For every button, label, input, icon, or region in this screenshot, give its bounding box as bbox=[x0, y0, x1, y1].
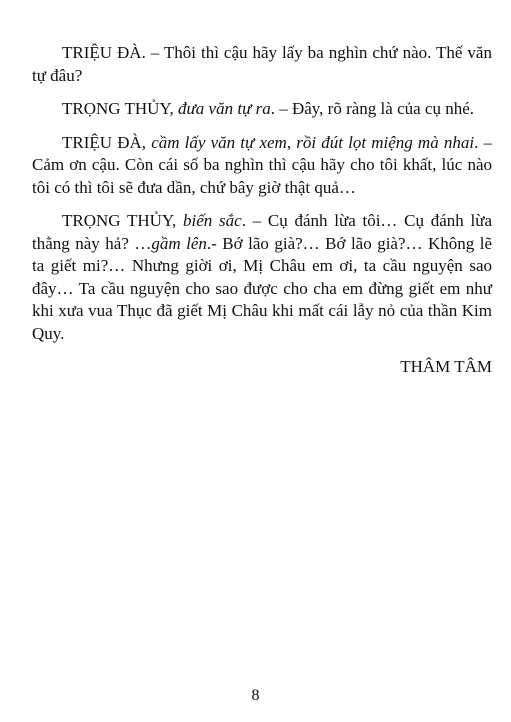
dialogue-text: . – Thôi thì cậu hãy lấy ba nghìn chứ nào. Thế văn tự đâu? bbox=[32, 43, 492, 85]
dialogue-paragraph-3: TRIỆU ĐÀ, cầm lấy văn tự xem, rồi đút lọt miệng mà nhai. – Cảm ơn cậu. Còn cái số ba nghìn thì cậu hãy cho tôi khất, lúc nào tôi có thì tôi sẽ đưa dần, chứ bây giờ thật quả… bbox=[32, 132, 493, 197]
speaker-name: TRỌNG THỦY bbox=[62, 99, 170, 118]
speaker-name: TRIỆU ĐÀ bbox=[62, 43, 142, 62]
speaker-name: TRIỆU ĐÀ bbox=[62, 132, 142, 152]
stage-direction: đưa văn tự ra bbox=[178, 99, 271, 118]
author-signature: THÂM TÂM bbox=[400, 357, 492, 376]
document-page bbox=[32, 42, 492, 379]
dialogue-text: .- Bớ lão già?… Bớ lão già?… Không lẽ ta giết mi?… Nhưng giời ơi, Mị Châu em ơi, ta cầu nguyện sao đây… Ta cầu nguyện cho sao được cho cha em đừng giết em như khi xưa vua Thục đã giết Mị Châu khi mất cái lẫy nỏ của thần Kim Quy. bbox=[32, 233, 493, 343]
stage-direction: biến sắc bbox=[183, 211, 242, 230]
stage-direction: cầm lấy văn tự xem, rồi đút lọt miệng mà nhai bbox=[151, 132, 475, 152]
dialogue-text: . – Đây, rõ ràng là của cụ nhé. bbox=[270, 99, 475, 118]
dialogue-text: . – Cụ đánh lừa tôi… Cụ đánh lừa thằng này hả? … bbox=[32, 211, 493, 253]
stage-direction: gầm lên bbox=[151, 233, 207, 253]
dialogue-paragraph-2: TRỌNG THỦY, đưa văn tự ra. – Đây, rõ ràng là của cụ nhé. bbox=[62, 99, 475, 118]
dialogue-text: . – Cảm ơn cậu. Còn cái số ba nghìn thì cậu hãy cho tôi khất, lúc nào tôi có thì tôi sẽ đưa dần, chứ bây giờ thật quả… bbox=[32, 132, 493, 197]
page-number: 8 bbox=[251, 687, 260, 704]
dialogue-paragraph-1 bbox=[32, 42, 492, 87]
speaker-name: TRỌNG THỦY bbox=[62, 211, 173, 230]
dialogue-paragraph-4: TRỌNG THỦY, biến sắc. – Cụ đánh lừa tôi… Cụ đánh lừa thằng này hả? …gầm lên.- Bớ lão già?… Bớ lão già?… Không lẽ ta giết mi?… Nhưng giời ơi, Mị Châu em ơi, ta cầu nguyện sao đây… Ta cầu nguyện cho sao được cho cha em đừng giết em như khi xưa vua Thục đã giết Mị Châu khi mất cái lẫy nỏ của thần Kim Quy. bbox=[32, 211, 493, 343]
